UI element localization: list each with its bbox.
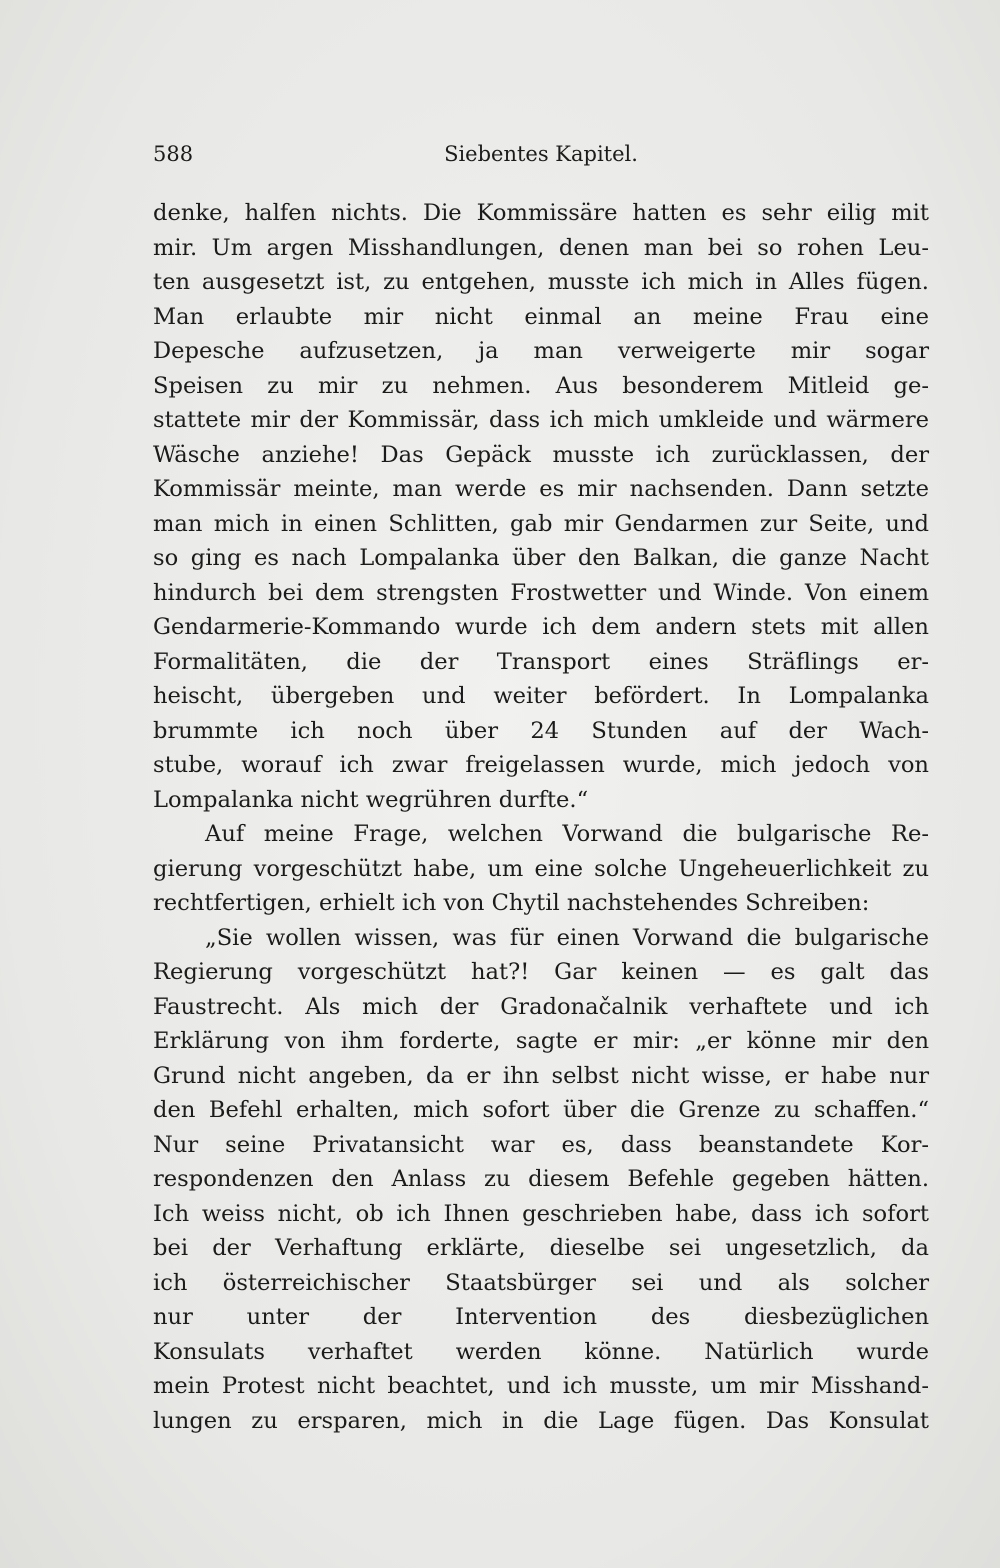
text-line: Lompalanka nicht wegrühren durfte.“ [153,786,589,813]
text-line: rechtfertigen, erhielt ich von Chytil nachstehendes Schreiben: [153,890,870,916]
text-line: man mich in einen Schlitten, gab mir Gendarmen zur Seite, und [153,510,929,537]
body-text [153,196,929,1438]
text-line: Ich weiss nicht, ob ich Ihnen geschrieben habe, dass ich sofort [153,1200,929,1227]
text-line: brummte ich noch über 24 Stunden auf der Wach- [153,717,929,744]
page-number: 588 [153,142,194,166]
text-line: mein Protest nicht beachtet, und ich musste, um mir Misshand- [153,1373,929,1399]
text-line: Kommissär meinte, man werde es mir nachsenden. Dann setzte [153,476,929,502]
text-line: Faustrecht. Als mich der Gradonačalnik verhaftete und ich [153,993,929,1020]
text-line: mir. Um argen Misshandlungen, denen man bei so rohen Leu- [153,234,929,261]
text-line: Nur seine Privatansicht war es, dass beanstandete Kor- [153,1131,929,1158]
text-line: Formalitäten, die der Transport eines Sträflings er- [153,648,929,675]
text-line: Wäsche anziehe! Das Gepäck musste ich zurücklassen, der [153,441,929,468]
text-line: Regierung vorgeschützt hat?! Gar keinen — es galt das [153,959,929,985]
text-line: Gendarmerie-Kommando wurde ich dem andern stets mit allen [153,614,929,640]
text-line: Erklärung von ihm forderte, sagte er mir: „er könne mir den [153,1028,929,1054]
text-line: Man erlaubte mir nicht einmal an meine Frau eine [153,303,929,330]
text-line: stattete mir der Kommissär, dass ich mich umkleide und wärmere [153,407,929,433]
text-line: lungen zu ersparen, mich in die Lage fügen. Das Konsulat [153,1407,929,1434]
text-line: stube, worauf ich zwar freigelassen wurde, mich jedoch von [153,752,929,778]
text-line: „Sie wollen wissen, was für einen Vorwand die bulgarische [205,924,929,951]
page-header [153,142,929,178]
text-line: Konsulats verhaftet werden könne. Natürlich wurde [153,1338,929,1365]
text-line: den Befehl erhalten, mich sofort über die Grenze zu schaffen.“ [153,1097,929,1123]
text-line: bei der Verhaftung erklärte, dieselbe sei ungesetzlich, da [153,1235,929,1261]
text-line: nur unter der Intervention des diesbezüglichen [153,1304,929,1330]
text-line: Speisen zu mir zu nehmen. Aus besonderem Mitleid ge- [153,372,929,399]
text-line: gierung vorgeschützt habe, um eine solche Ungeheuerlichkeit zu [153,855,929,882]
text-line: Grund nicht angeben, da er ihn selbst nicht wisse, er habe nur [153,1062,929,1089]
text-line: ten ausgesetzt ist, zu entgehen, musste ich mich in Alles fügen. [153,269,929,295]
text-line: hindurch bei dem strengsten Frostwetter und Winde. Von einem [153,579,929,606]
text-line: ich österreichischer Staatsbürger sei und als solcher [153,1269,929,1296]
text-line: so ging es nach Lompalanka über den Balkan, die ganze Nacht [153,545,929,571]
text-line: respondenzen den Anlass zu diesem Befehle gegeben hätten. [153,1166,929,1192]
text-line: Depesche aufzusetzen, ja man verweigerte mir sogar [153,338,929,364]
text-line: Auf meine Frage, welchen Vorwand die bulgarische Re- [205,821,929,847]
text-line: denke, halfen nichts. Die Kommissäre hatten es sehr eilig mit [153,200,929,226]
running-title: Siebentes Kapitel. [444,142,638,166]
text-line: heischt, übergeben und weiter befördert. In Lompalanka [153,683,929,709]
